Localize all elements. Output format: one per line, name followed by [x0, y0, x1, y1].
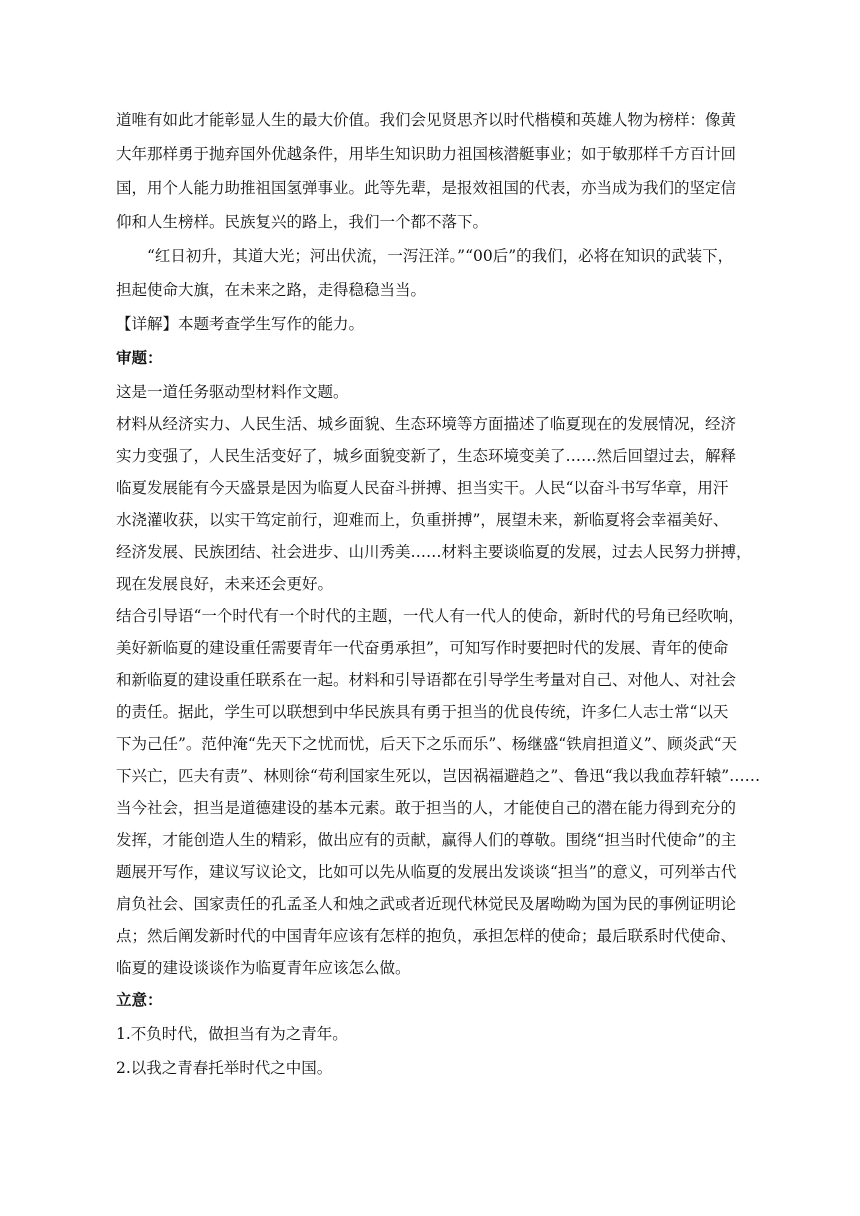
text-line: 当今社会，担当是道德建设的基本元素。敢于担当的人，才能使自己的潜在能力得到充分的 [116, 799, 737, 817]
section-heading: 审题： [116, 348, 163, 367]
text-line: 美好新临夏的建设重任需要青年一代奋勇承担”，可知写作时要把时代的发展、青年的使命 [116, 639, 729, 657]
text-line: 结合引导语“一个时代有一个时代的主题，一代人有一代人的使命，新时代的号角已经吹响， [116, 607, 744, 625]
paragraph-conclusion [116, 110, 746, 232]
text-line: 实力变强了，人民生活变好了，城乡面貌变新了，生态环境变美了……然后回望过去，解释 [116, 447, 737, 465]
text-line: 肩负社会、国家责任的孔孟圣人和烛之武或者近现代林觉民及屠呦呦为国为民的事例证明论 [116, 895, 737, 913]
text-line: 这是一道任务驱动型材料作文题。 [116, 383, 349, 401]
text-line: 发挥，才能创造人生的精彩，做出应有的贡献，赢得人们的尊敬。围绕“担当时代使命”的主 [116, 831, 737, 849]
section-heading-thesis [116, 990, 746, 1010]
paragraph-closing-quote [116, 246, 746, 300]
detail-explanation [116, 314, 746, 334]
text-line: 的责任。据此，学生可以联想到中华民族具有勇于担当的优良传统，许多仁人志士常“以天 [116, 703, 729, 721]
list-item: 1.不负时代，做担当有为之青年。 [116, 1025, 348, 1043]
text-line: 道唯有如此才能彰显人生的最大价值。我们会见贤思齐以时代楷模和英雄人物为榜样：像黄 [116, 111, 737, 129]
text-line: 下兴亡，匹夫有责”、林则徐“苟利国家生死以，岂因祸福避趋之”、鲁迅“我以我血荐轩辕”…… [116, 767, 761, 785]
paragraph-analysis [116, 382, 761, 978]
text-line: 材料从经济实力、人民生活、城乡面貌、生态环境等方面描述了临夏现在的发展情况，经济 [116, 415, 737, 433]
text-line: 题展开写作，建议写议论文，比如可以先从临夏的发展出发谈谈“担当”的意义，可列举古代 [116, 863, 737, 881]
section-heading: 立意： [116, 990, 163, 1009]
text-line: “红日初升，其道大光；河出伏流，一泻汪洋。”“00后”的我们，必将在知识的武装下， [147, 247, 734, 265]
detail-label: 【详解】本题考查学生写作的能力。 [116, 315, 365, 333]
text-line: 临夏发展能有今天盛景是因为临夏人民奋斗拼搏、担当实干。人民“以奋斗书写华章，用汗 [116, 479, 729, 497]
text-line: 现在发展良好，未来还会更好。 [116, 575, 334, 593]
text-line: 大年那样勇于抛弃国外优越条件，用毕生知识助力祖国核潜艇事业；如于敏那样千方百计回 [116, 145, 737, 163]
text-line: 经济发展、民族团结、社会进步、山川秀美……材料主要谈临夏的发展，过去人民努力拼搏， [116, 543, 752, 561]
text-line: 临夏的建设谈谈作为临夏青年应该怎么做。 [116, 959, 411, 977]
thesis-list [116, 1024, 746, 1078]
list-item: 2.以我之青春托举时代之中国。 [116, 1059, 333, 1077]
text-line: 担起使命大旗，在未来之路，走得稳稳当当。 [116, 281, 427, 299]
text-line: 和新临夏的建设重任联系在一起。材料和引导语都在引导学生考量对自己、对他人、对社会 [116, 671, 737, 689]
text-line: 下为己任”。范仲淹“先天下之忧而忧，后天下之乐而乐”、杨继盛“铁肩担道义”、顾炎武“天 [116, 735, 738, 753]
text-line: 仰和人生榜样。民族复兴的路上，我们一个都不落下。 [116, 213, 489, 231]
text-line: 国，用个人能力助推祖国氢弹事业。此等先辈，是报效祖国的代表，亦当成为我们的坚定信 [116, 179, 737, 197]
text-line: 点；然后阐发新时代的中国青年应该有怎样的抱负，承担怎样的使命；最后联系时代使命、 [116, 927, 737, 945]
section-heading-review [116, 348, 746, 368]
document-page [116, 110, 761, 1092]
text-line: 水浇灌收获，以实干笃定前行，迎难而上，负重拼搏”，展望未来，新临夏将会幸福美好、 [116, 511, 729, 529]
